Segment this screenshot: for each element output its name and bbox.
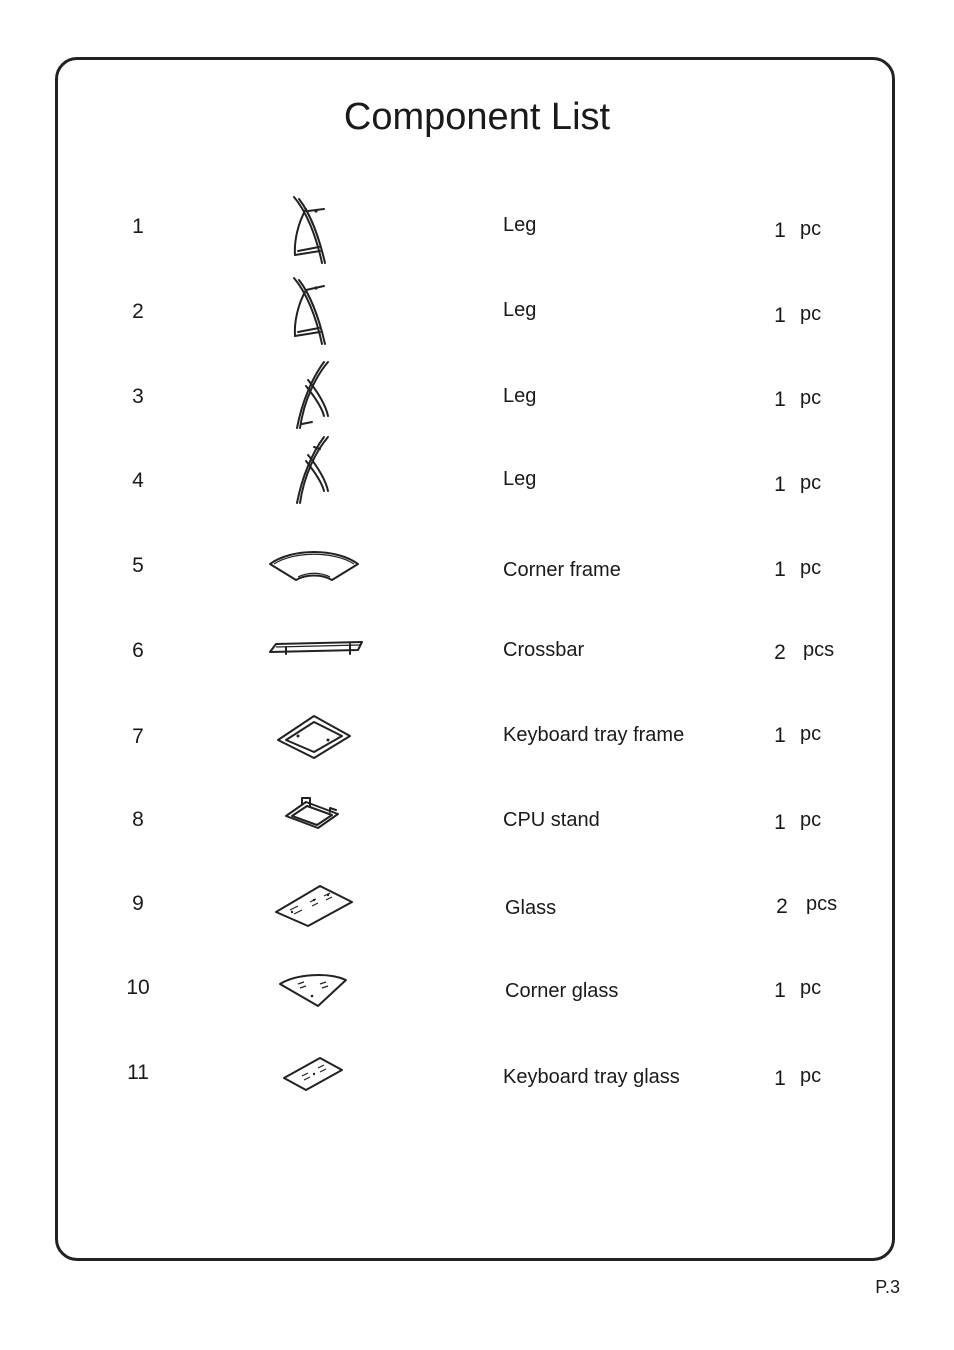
component-quantity: 1 [774,558,786,581]
component-number: 7 [132,725,144,748]
component-name: Keyboard tray glass [503,1066,680,1088]
component-name: Glass [505,897,557,919]
component-number: 1 [132,215,144,238]
component-row [0,626,954,696]
component-quantity: 1 [774,724,786,747]
component-quantity: 1 [774,219,786,242]
component-row [0,792,954,862]
component-name: Leg [503,385,537,407]
leg-icon [262,435,366,507]
component-row [0,195,954,265]
cpu-stand-icon [262,784,366,856]
page-number: P.3 [875,1277,900,1297]
component-unit: pc [800,557,822,579]
component-quantity: 2 [776,895,788,918]
component-row [0,962,954,1032]
crossbar-icon [262,614,366,686]
component-name: Keyboard tray frame [503,724,685,746]
component-quantity: 1 [774,304,786,327]
keyboard-tray-frame-icon [262,706,366,778]
component-name: Leg [503,468,537,490]
component-unit: pc [800,472,822,494]
component-row [0,706,954,776]
component-unit: pc [800,809,822,831]
component-name: Corner frame [503,559,621,581]
component-name: CPU stand [503,809,600,831]
leg-icon [262,195,366,267]
component-unit: pc [800,977,822,999]
component-number: 11 [127,1061,149,1084]
component-unit: pc [800,723,822,745]
component-unit: pcs [806,893,838,915]
component-quantity: 1 [774,473,786,496]
component-quantity: 2 [774,641,786,664]
component-number: 9 [132,892,144,915]
component-name: Crossbar [503,639,585,661]
component-number: 10 [126,976,150,999]
component-unit: pc [800,303,822,325]
component-row [0,878,954,948]
component-name: Corner glass [505,980,619,1002]
leg-icon [262,276,366,348]
component-number: 3 [132,385,144,408]
component-number: 5 [132,554,144,577]
component-unit: pc [800,218,822,240]
corner-glass-icon [262,954,366,1026]
component-quantity: 1 [774,388,786,411]
component-name: Leg [503,299,537,321]
glass-icon [262,872,366,944]
component-unit: pcs [803,639,835,661]
component-name: Leg [503,214,537,236]
page-title: Component List [343,96,611,138]
component-quantity: 1 [774,979,786,1002]
component-row [0,276,954,346]
component-unit: pc [800,1065,822,1087]
component-row [0,540,954,610]
component-quantity: 1 [774,1067,786,1090]
corner-frame-icon [262,540,366,612]
component-number: 2 [132,300,144,323]
component-number: 4 [132,469,144,492]
component-number: 8 [132,808,144,831]
component-unit: pc [800,387,822,409]
component-quantity: 1 [774,811,786,834]
component-row [0,1046,954,1116]
keyboard-tray-glass-icon [262,1042,366,1114]
component-number: 6 [132,639,144,662]
component-row [0,360,954,430]
leg-icon [262,360,366,432]
component-row [0,435,954,505]
